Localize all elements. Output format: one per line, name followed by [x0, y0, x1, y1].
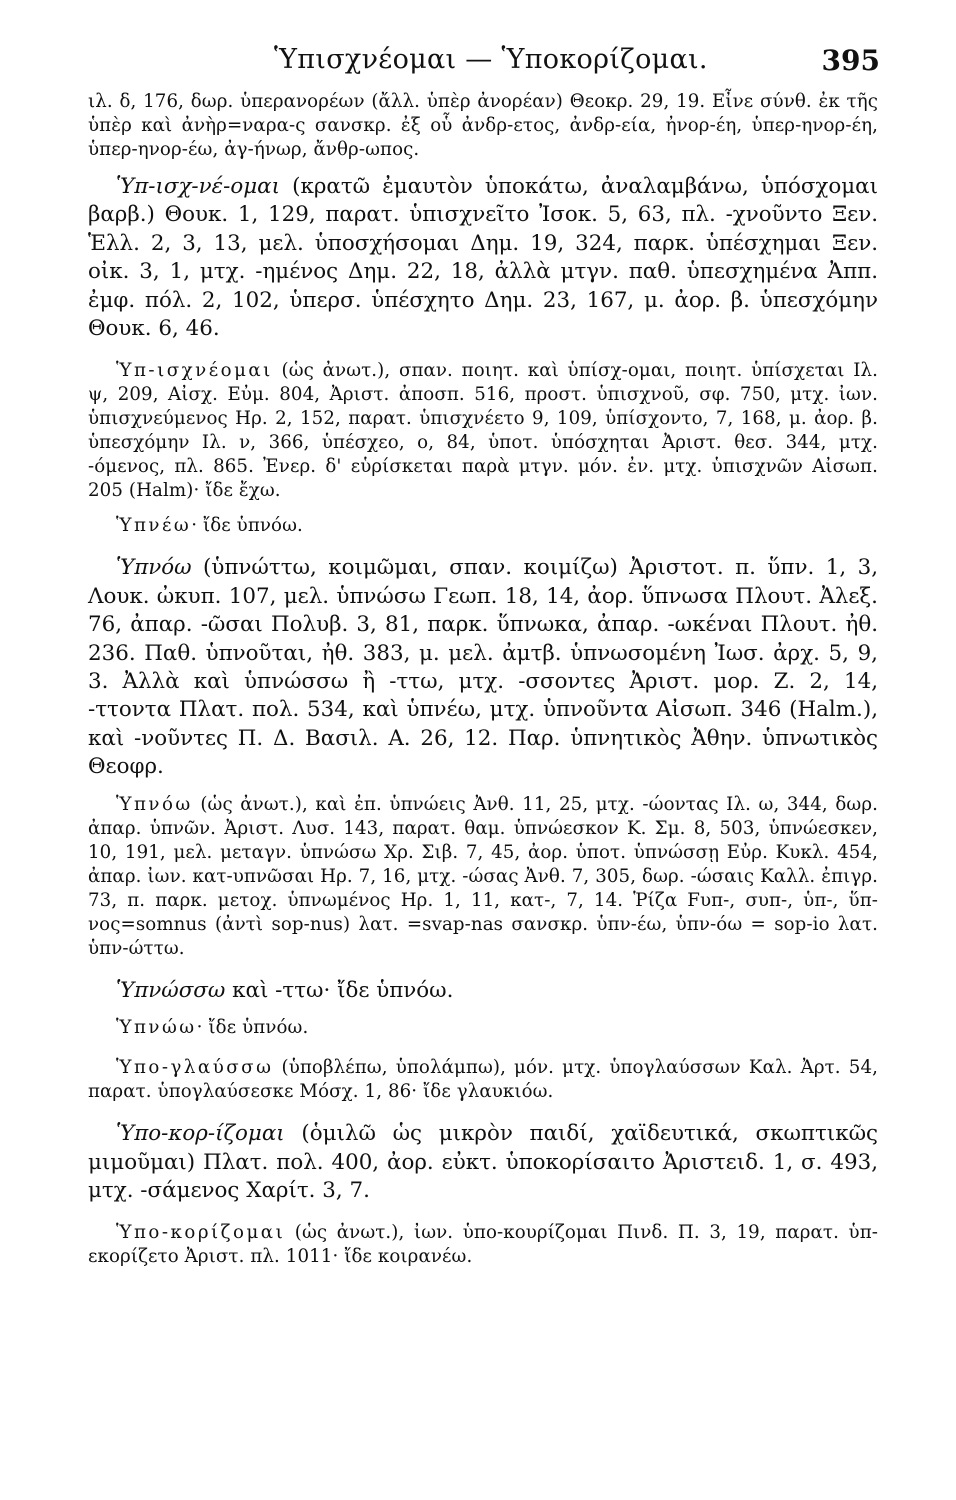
entry-text: (ὑπνώττω, κοιμῶμαι, σπαν. κοιμίζω) Ἀριστοτ. π. ὕπν. 1, 3, Λουκ. ὠκυπ. 107, μελ. ὑπνώσω Γεωπ. 18, 14, ἀορ. ὕπνωσα Πλουτ. Ἀλεξ. 76, ἀπαρ. -ῶσαι Πολυβ. 3, 81, παρκ. ὕπνωκα, ἀπαρ. -ωκέναι Πλουτ. ἠθ. 236. Παθ. ὑπνοῦται, ἠθ. 383, μ. μελ. ἀμτβ. ὑπνωσομένη Ἰωσ. ἀρχ. 5, 9, 3. Ἀλλὰ καὶ ὑπνώσσω ἢ -ττω, μτχ. -σσοντες Ἀριστ. μορ. Ζ. 2, 14, -ττοντα Πλατ. πολ. 534, καὶ ὑπνέω, μτχ. ὑπνοῦντα Αἰσωπ. 346 (Halm.), καὶ -νοῦντες Π. Δ. Βασιλ. Α. 26, 12. Παρ. ὑπνητικὸς Ἀθην. ὑπνωτικὸς Θεοφρ. [88, 555, 878, 780]
entry-headword: Ὑπνώσσω [116, 977, 226, 1003]
entry-text: (κρατῶ ἐμαυτὸν ὑποκάτω, ἀναλαμβάνω, ὑπόσχομαι βαρβ.) Θουκ. 1, 129, παρατ. ὑπισχνεῖτο Ἰσοκ. 5, 63, πλ. -χνοῦντο Ξεν. Ἑλλ. 2, 3, 13, μελ. ὑποσχήσομαι Δημ. 19, 324, παρκ. ὑπέσχημαι Ξεν. οἰκ. 3, 1, μτχ. -ημένος Δημ. 22, 18, ἀλλὰ μτγν. παθ. ὑπεσχημένα Ἀππ. ἐμφ. πόλ. 2, 102, ὑπερσ. ὑπέσχητο Δημ. 23, 167, μ. ἀορ. β. ὑπεσχόμην Θουκ. 6, 46. [88, 174, 878, 342]
entry-text: καὶ -ττω· ἴδε ὑπνόω. [225, 977, 454, 1003]
entry-headword: Ὑπ-ισχ-νέ-ομαι [116, 174, 280, 199]
entry-headword: Ὑπνέω [116, 515, 192, 537]
entry-hypoglausso [88, 1056, 878, 1104]
entry-hypnoo-prose [88, 554, 878, 781]
dictionary-page [88, 38, 878, 1269]
entry-text: (ὑποβλέπω, ὑπολάμπω), μόν. μτχ. ὑπογλαύσσων Καλ. Ἀρτ. 54, παρατ. ὑπογλαύσεσκε Μόσχ. 1, 86· ἴδε γλαυκιόω. [88, 1057, 878, 1103]
entry-continuation [88, 90, 878, 162]
entry-text: · ἴδε ὑπνόω. [196, 1017, 309, 1039]
entry-hypneo [88, 514, 878, 538]
entry-hypischneomai-poetic [88, 359, 878, 503]
entry-hypnoo-uncontracted [88, 1016, 878, 1040]
entry-headword: Ὑπ-ισχνέομαι [116, 360, 273, 382]
entry-headword: Ὑπνόω [116, 793, 193, 815]
entry-headword: Ὑπο-κορίζομαι [116, 1222, 286, 1244]
entry-headword: Ὑπνόω [116, 555, 192, 581]
entry-hypnosso [88, 977, 878, 1005]
entry-text: (ὁμιλῶ ὡς μικρὸν παιδί, χαϊδευτικά, σκωπτικῶς μιμοῦμαι) Πλατ. πολ. 400, ἀορ. εὐκτ. ὑποκορίσαιτο Ἀριστειδ. 1, σ. 493, μτχ. -σάμενος Χαρίτ. 3, 7. [88, 1121, 878, 1203]
entry-headword: Ὑπνώω [116, 1017, 197, 1039]
entry-hypokorizomai-poetic [88, 1221, 878, 1269]
entry-hypokorizomai-prose [88, 1120, 878, 1205]
entry-text: (ὡς ἀνωτ.), καὶ ἐπ. ὑπνώεις Ἀνθ. 11, 25, μτχ. -ώοντας Ιλ. ω, 344, δωρ. ἀπαρ. ὑπνῶν. Ἀριστ. Λυσ. 143, παρατ. θαμ. ὑπνώεσκον Κ. Σμ. 8, 503, ὑπνώεσκεν, 10, 191, μελ. μεταγν. ὑπνώσω Χρ. Σιβ. 7, 45, ἀορ. ὑποτ. ὑπνώσσῃ Εὐρ. Κυκλ. 454, ἀπαρ. ἰων. κατ-υπνῶσαι Ηρ. 7, 16, μτχ. -ώσας Ἀνθ. 7, 305, δωρ. -ώσαις Καλλ. ἐπιγρ. 73, π. παρκ. μετοχ. ὑπνωμένος Ηρ. 1, 11, κατ-, 7, 14. Ῥίζα Fυπ-, συπ-, ὑπ-, ὕπ-νος=somnus (ἀντὶ sop-nus) λατ. =svap-nas σανσκρ. ὑπν-έω, ὑπν-όω = sop-io λατ. ὑπν-ώττω. [88, 793, 878, 959]
page-number: 395 [821, 44, 880, 77]
running-head-title: Ὑπισχνέομαι — Ὑποκορίζομαι. [274, 44, 708, 75]
entry-text: (ὡς ἀνωτ.), ἰων. ὑπο-κουρίζομαι Πινδ. Π. 3, 19, παρατ. ὑπ-εκορίζετο Ἀριστ. πλ. 1011· ἴδε κοιρανέω. [88, 1222, 878, 1268]
entry-hypischneomai-prose [88, 173, 878, 343]
entry-headword: Ὑπο-κορ-ίζομαι [116, 1121, 285, 1147]
entry-text: (ὡς ἀνωτ.), σπαν. ποιητ. καὶ ὑπίσχ-ομαι, ποιητ. ὑπίσχεται Ιλ. ψ, 209, Αἰσχ. Εὐμ. 804, Ἀριστ. ἀποσπ. 516, προστ. ὑπισχνοῦ, σφ. 750, μτχ. ἰων. ὑπισχνεύμενος Ηρ. 2, 152, παρατ. ὑπισχνέετο 9, 109, ὑπίσχοντο, 7, 168, μ. ἀορ. β. ὑπεσχόμην Ιλ. ν, 366, ὑπέσχεο, ο, 84, ὑποτ. ὑπόσχηται Ἀριστ. θεσ. 344, μτχ. -όμενος, πλ. 865. Ἐνερ. δ' εὑρίσκεται παρὰ μτγν. μόν. ἐν. μτχ. ὑπισχνῶν Αἰσωπ. 205 (Halm)· ἴδε ἔχω. [88, 360, 878, 502]
entry-hypnoo-poetic [88, 793, 878, 961]
entry-text: ιλ. δ, 176, δωρ. ὑπερανορέων (ἄλλ. ὑπὲρ ἀνορέαν) Θεοκρ. 29, 19. Εἶνε σύνθ. ἐκ τῆς ὑπὲρ καὶ ἀνὴρ=ναρα-ς σανσκρ. ἐξ οὗ ἀνδρ-ετος, ἀνδρ-εία, ἠνορ-έη, ὑπερ-ηνορ-έη, ὑπερ-ηνορ-έω, ἀγ-ήνωρ, ἄνθρ-ωπος. [88, 91, 878, 160]
entry-text: · ἴδε ὑπνόω. [191, 515, 303, 537]
entry-headword: Ὑπο-γλαύσσω [116, 1057, 274, 1079]
running-head [88, 38, 878, 90]
